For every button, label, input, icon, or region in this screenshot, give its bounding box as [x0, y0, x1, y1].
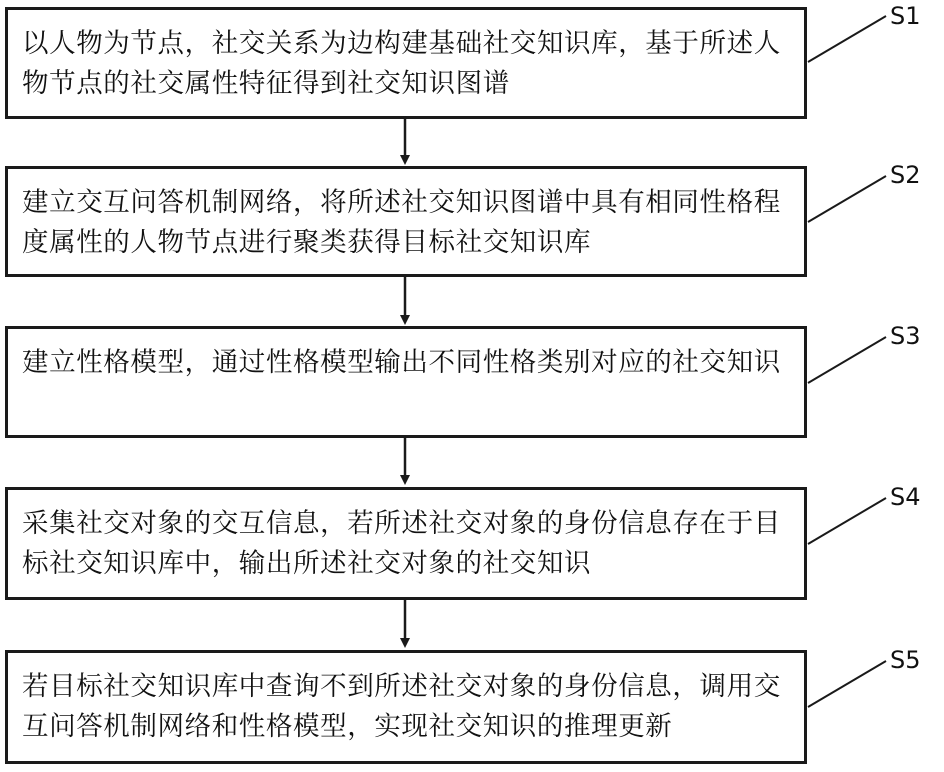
step-label-s5: S5	[890, 646, 921, 674]
step-text-s2: 建立交互问答机制网络，将所述社交知识图谱中具有相同性格程度属性的人物节点进行聚类获得目标社交知识库	[22, 187, 781, 258]
step-label-s4: S4	[890, 483, 921, 511]
step-label-s2: S2	[890, 161, 921, 189]
leader-line-s1	[808, 16, 886, 62]
step-label-s3: S3	[890, 322, 921, 350]
leader-line-s3	[808, 337, 886, 383]
leader-line-s4	[808, 498, 886, 544]
step-box-s3	[5, 326, 807, 438]
leader-line-s5	[808, 661, 886, 707]
step-box-s2	[5, 166, 807, 277]
step-label-s1: S1	[890, 2, 921, 30]
leader-line-s2	[808, 176, 886, 222]
step-box-s4	[5, 487, 807, 600]
step-text-s1: 以人物为节点，社交关系为边构建基础社交知识库，基于所述人物节点的社交属性特征得到社交知识图谱	[22, 28, 781, 99]
step-box-s1	[5, 7, 807, 119]
step-text-s4: 采集社交对象的交互信息，若所述社交对象的身份信息存在于目标社交知识库中，输出所述社交对象的社交知识	[22, 508, 781, 579]
step-box-s5	[5, 650, 807, 764]
step-text-s5: 若目标社交知识库中查询不到所述社交对象的身份信息，调用交互问答机制网络和性格模型，实现社交知识的推理更新	[22, 671, 781, 742]
step-text-s3: 建立性格模型，通过性格模型输出不同性格类别对应的社交知识	[22, 347, 781, 378]
